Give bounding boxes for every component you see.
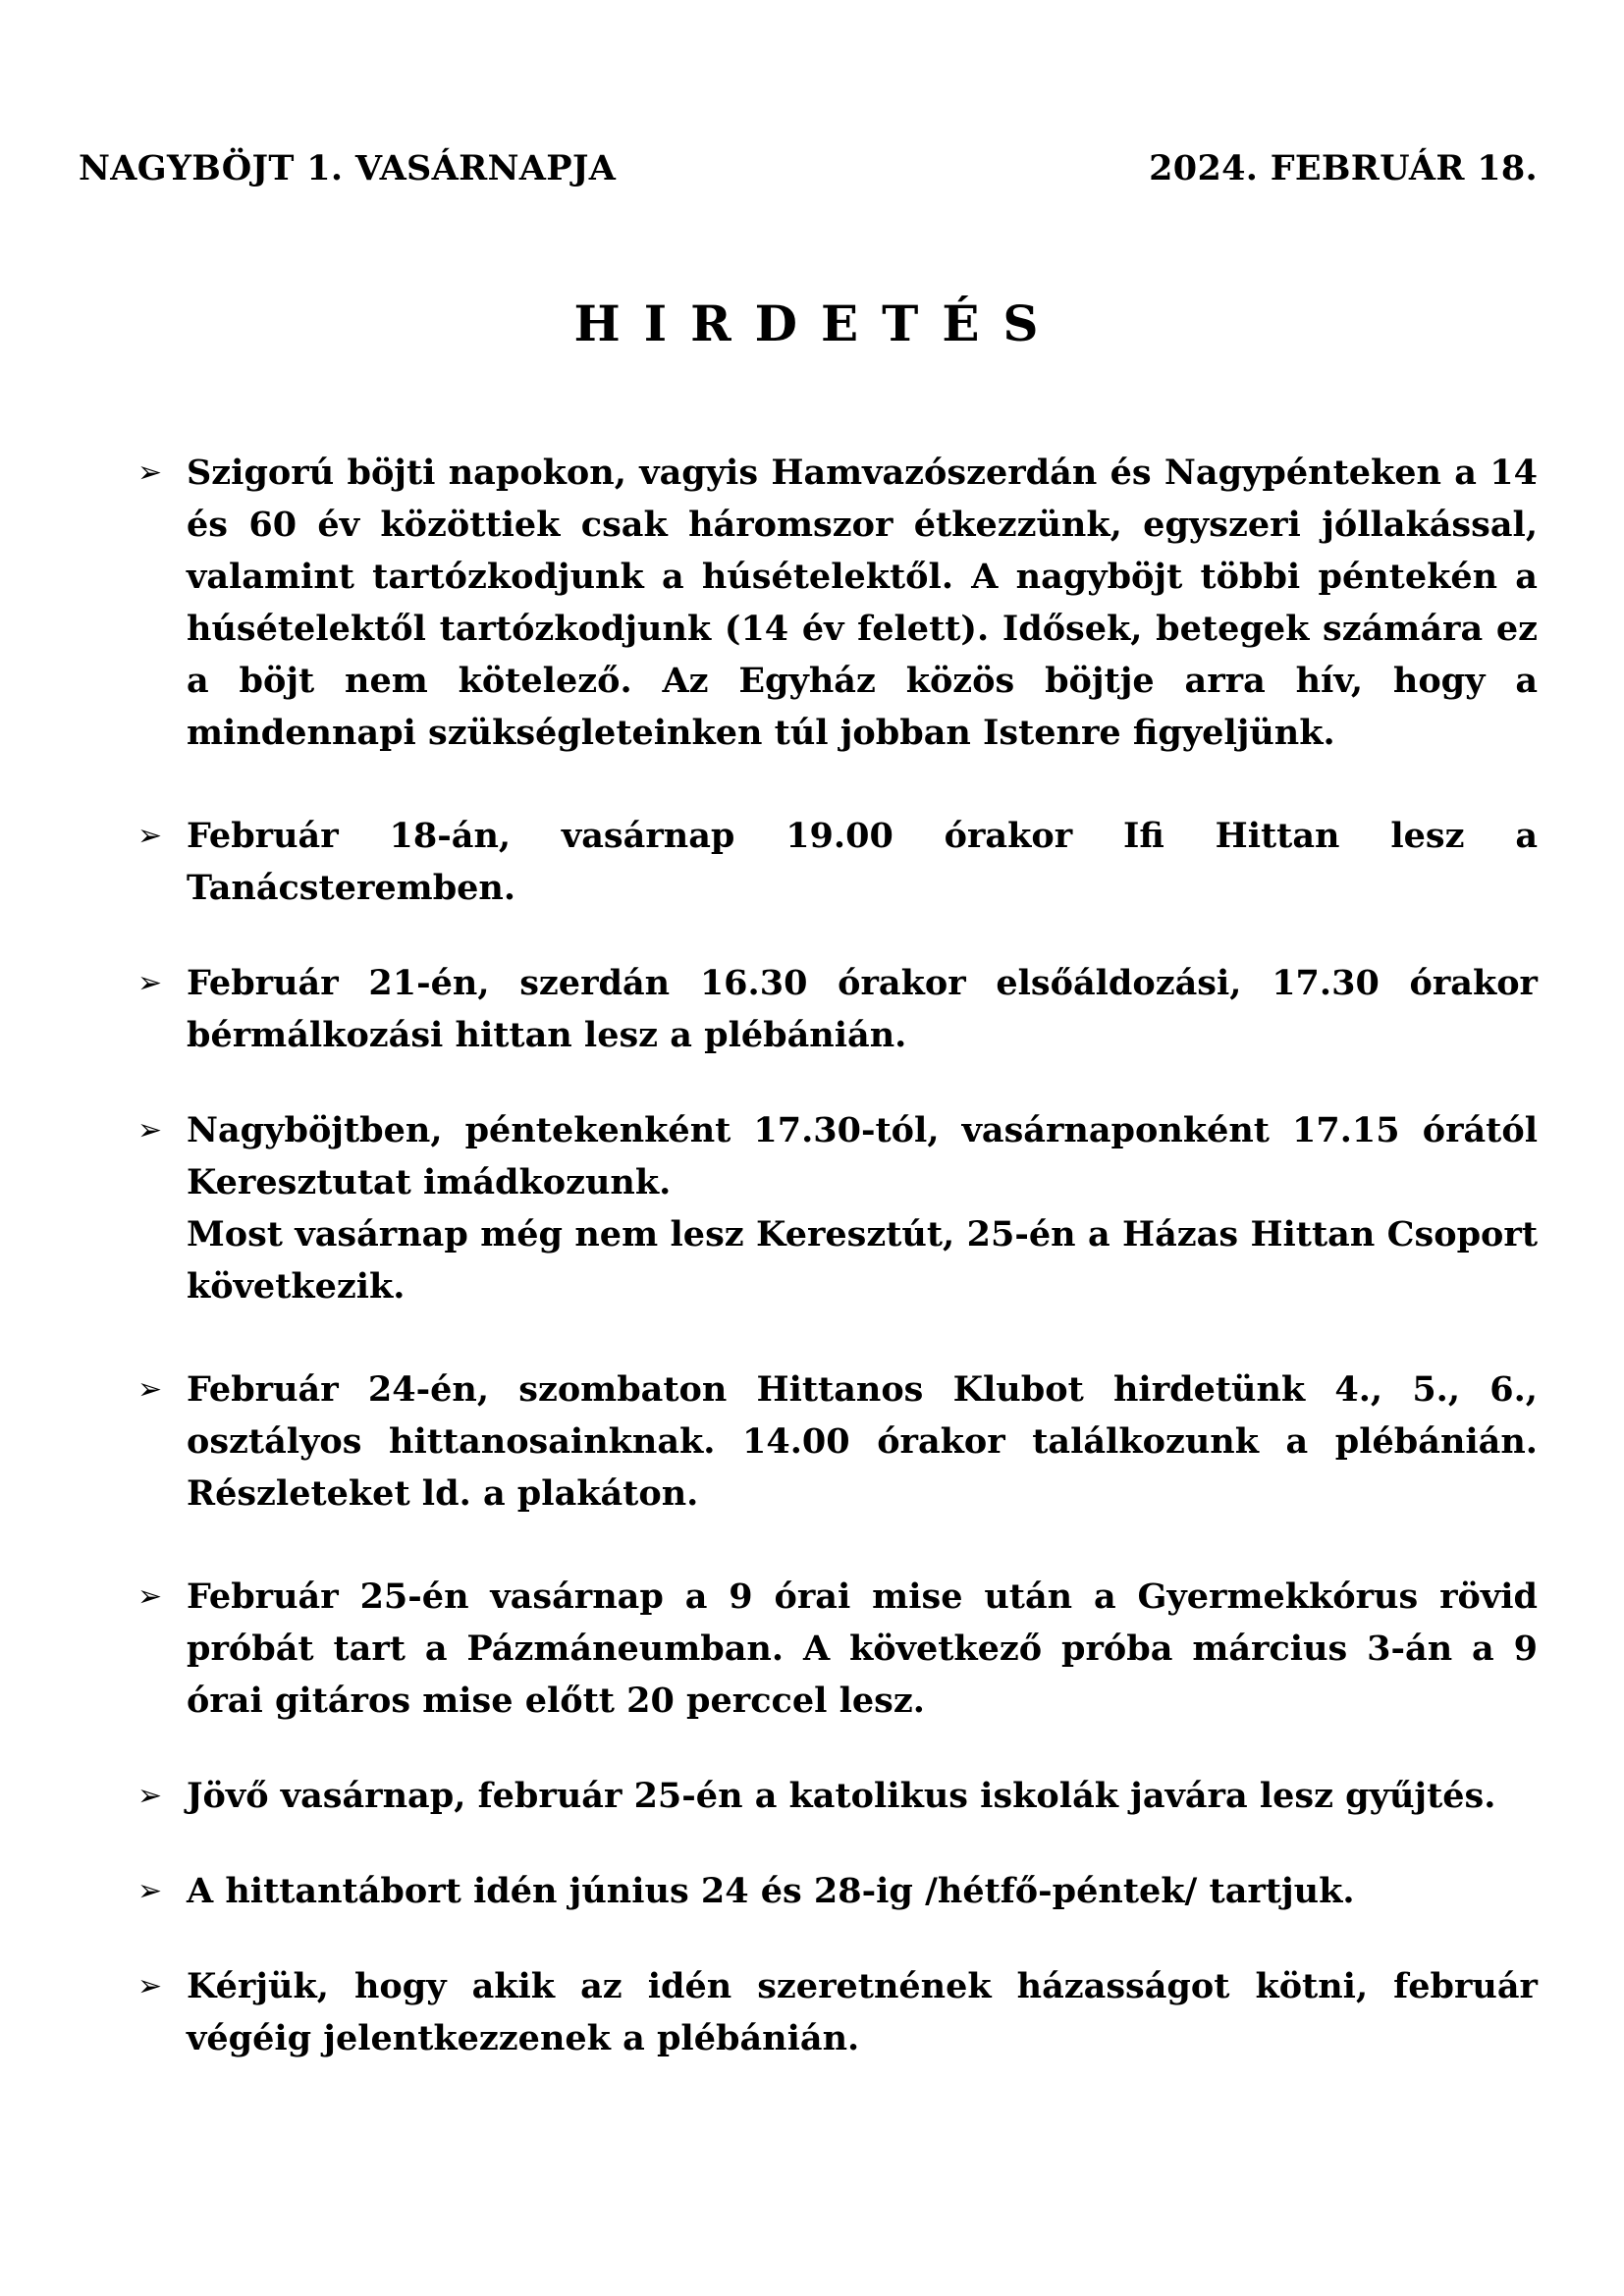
header-occasion: NAGYBÖJT 1. VASÁRNAPJA — [79, 148, 617, 188]
announcement-text: Nagyböjtben, péntekenként 17.30-tól, vasárnaponként 17.15 órától Keresztutat imádkozunk. — [187, 1110, 1538, 1202]
announcement-item — [135, 1770, 1538, 1822]
arrowhead-bullet-icon: ➢ — [137, 1969, 163, 2003]
announcement-text: Február 24-én, szombaton Hittanos Klubot hirdetünk 4., 5., 6., osztályos hittanosainknak. 14.00 órakor találkozunk a plébánián. Részleteket ld. a plakáton. — [187, 1369, 1538, 1514]
announcement-list — [135, 447, 1538, 2115]
page-header — [79, 147, 1538, 190]
announcement-text: Február 25-én vasárnap a 9 órai mise után a Gyermekkórus rövid próbát tart a Pázmáneumban. A következő próba március 3-án a 9 órai gitáros mise előtt 20 perccel lesz. — [187, 1576, 1538, 1721]
announcement-item — [135, 810, 1538, 914]
arrowhead-bullet-icon: ➢ — [137, 966, 163, 1000]
announcement-item — [135, 1571, 1538, 1727]
announcement-text: Kérjük, hogy akik az idén szeretnének házasságot kötni, február végéig jelentkezzenek a plébánián. — [187, 1966, 1538, 2058]
announcement-text: Szigorú böjti napokon, vagyis Hamvazószerdán és Nagypénteken a 14 és 60 év közöttiek csak háromszor étkezzünk, egyszeri jóllakással, valamint tartózkodjunk a húsételektől. A nagyböjt többi péntekén a húsételektől tartózkodjunk (14 év felett). Idősek, betegek számára ez a böjt nem kötelező. Az Egyház közös böjtje arra hív, hogy a mindennapi szükségleteinken túl jobban Istenre figyeljünk. — [187, 453, 1538, 753]
page-title: HIRDETÉS — [573, 294, 1062, 352]
announcement-item — [135, 1865, 1538, 1917]
arrowhead-bullet-icon: ➢ — [137, 455, 163, 490]
announcement-item — [135, 447, 1538, 759]
announcement-text: Február 21-én, szerdán 16.30 órakor elsőáldozási, 17.30 órakor bérmálkozási hittan lesz a plébánián. — [187, 963, 1538, 1055]
announcement-item — [135, 957, 1538, 1061]
announcement-item — [135, 1363, 1538, 1520]
announcement-text: Február 18-án, vasárnap 19.00 órakor Ifi Hittan lesz a Tanácsteremben. — [187, 816, 1538, 908]
arrowhead-bullet-icon: ➢ — [137, 1372, 163, 1407]
announcement-item — [135, 1104, 1538, 1312]
arrowhead-bullet-icon: ➢ — [137, 1779, 163, 1813]
header-date: 2024. FEBRUÁR 18. — [1149, 148, 1538, 188]
arrowhead-bullet-icon: ➢ — [137, 1579, 163, 1614]
announcement-text: Jövő vasárnap, február 25-én a katolikus iskolák javára lesz gyűjtés. — [187, 1776, 1496, 1816]
arrowhead-bullet-icon: ➢ — [137, 819, 163, 853]
announcement-item — [135, 1960, 1538, 2064]
announcement-text: A hittantábort idén június 24 és 28-ig /hétfő-péntek/ tartjuk. — [187, 1871, 1355, 1911]
arrowhead-bullet-icon: ➢ — [137, 1874, 163, 1908]
announcement-text-continued: Most vasárnap még nem lesz Keresztút, 25-én a Házas Hittan Csoport következik. — [187, 1214, 1538, 1307]
arrowhead-bullet-icon: ➢ — [137, 1113, 163, 1148]
